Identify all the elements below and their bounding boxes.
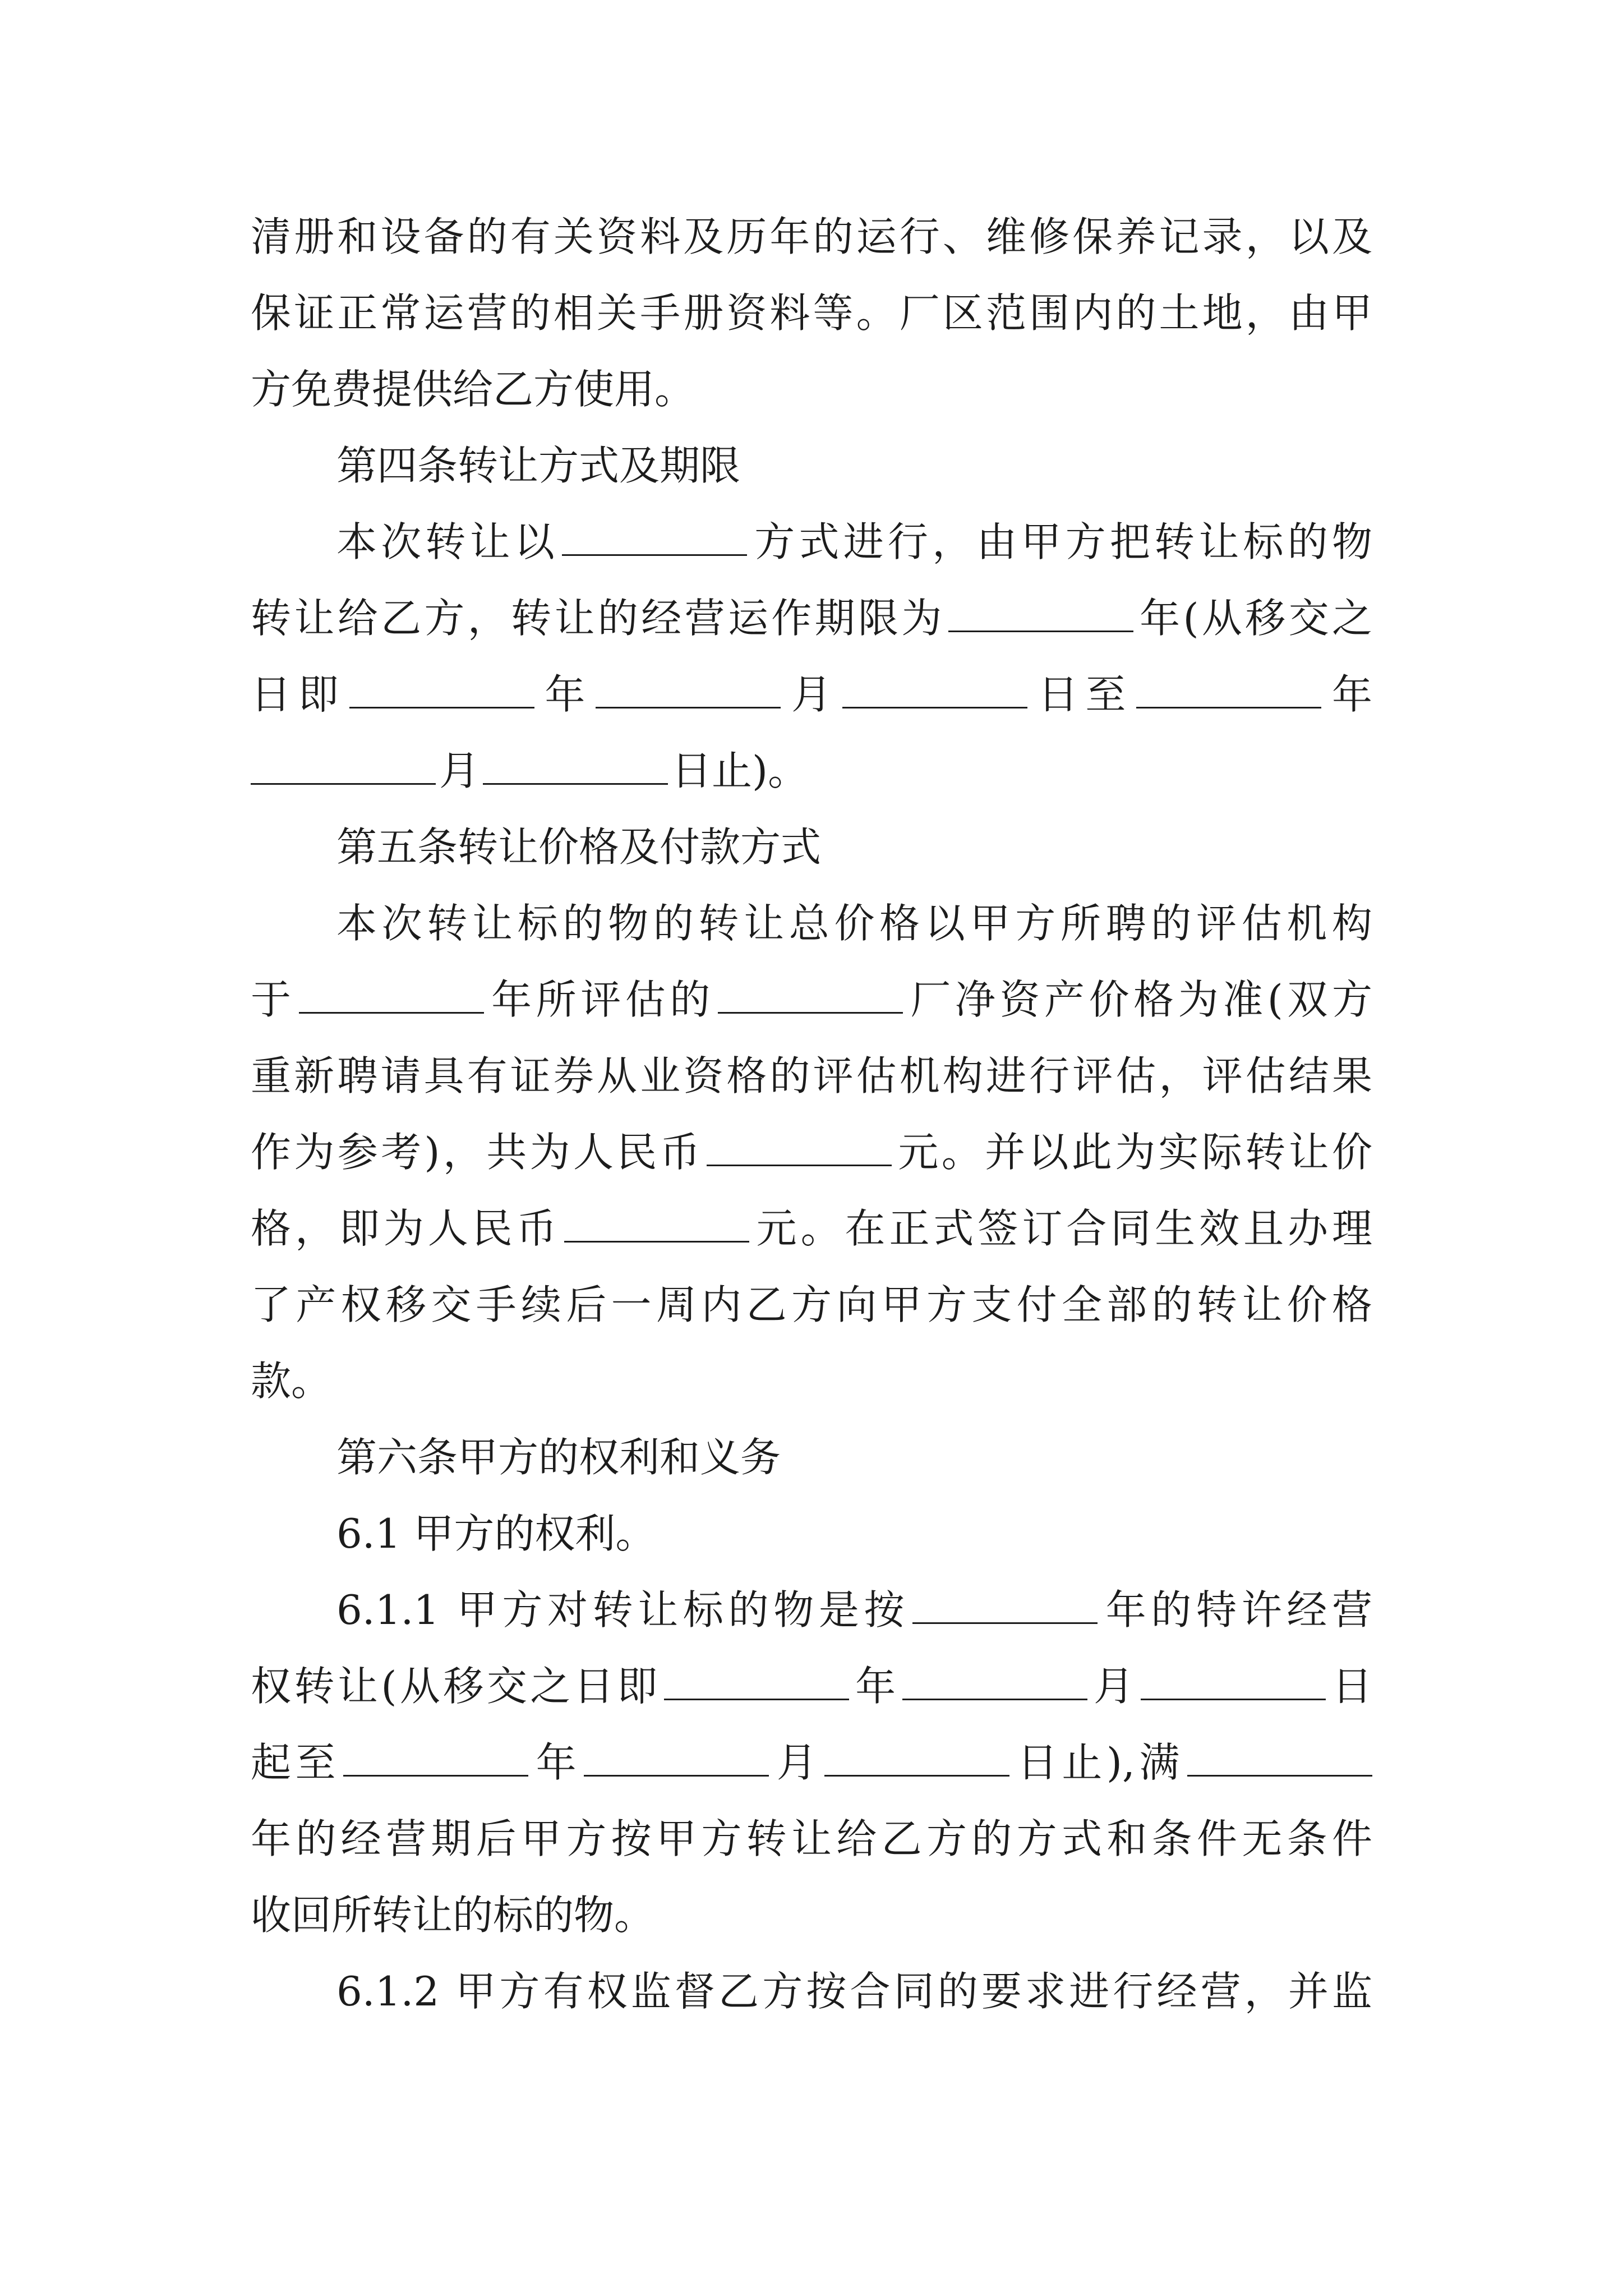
blank-field xyxy=(948,597,1133,632)
text-line: 年的经营期后甲方按甲方转让给乙方的方式和条件无条件 xyxy=(251,1815,1372,1862)
text-line: 本次转让以 方式进行，由甲方把转让标的物 xyxy=(336,518,1372,565)
text-line: 了产权移交手续后一周内乙方向甲方支付全部的转让价格 xyxy=(251,1281,1372,1328)
blank-field xyxy=(299,978,484,1014)
blank-field xyxy=(251,749,436,785)
text-line: 格，即为人民币 元。在正式签订合同生效且办理 xyxy=(251,1205,1372,1252)
blank-field xyxy=(349,673,534,708)
blank-field xyxy=(902,1665,1087,1700)
text-line: 转让给乙方，转让的经营运作期限为 年(从移交之 xyxy=(251,595,1372,642)
text-line: 权转让(从移交之日即 年 月 日 xyxy=(251,1663,1372,1710)
text-line: 作为参考)，共为人民币 元。并以此为实际转让价 xyxy=(251,1129,1372,1176)
text-line: 日即 年 月 日至 年 xyxy=(251,671,1372,718)
blank-field xyxy=(483,749,668,785)
blank-field xyxy=(718,978,903,1014)
subsection-heading: 6.1 甲方的权利。 xyxy=(336,1510,656,1557)
blank-field xyxy=(596,673,781,708)
blank-field xyxy=(584,1741,769,1777)
blank-field xyxy=(707,1131,892,1166)
text-line: 6.1.1 甲方对转让标的物是按 年的特许经营 xyxy=(336,1586,1372,1634)
blank-field xyxy=(1136,673,1321,708)
blank-field xyxy=(824,1741,1009,1777)
blank-field xyxy=(343,1741,528,1777)
blank-field xyxy=(1141,1665,1326,1700)
text-line: 保证正常运营的相关手册资料等。厂区范围内的土地，由甲 xyxy=(251,289,1372,337)
blank-field xyxy=(842,673,1027,708)
blank-field xyxy=(1187,1741,1372,1777)
blank-field xyxy=(562,521,747,556)
blank-field xyxy=(564,1207,749,1243)
section-heading-article-4: 第四条转让方式及期限 xyxy=(336,442,741,489)
text-line: 于 年所评估的 厂净资产价格为准(双方 xyxy=(251,976,1372,1023)
text-line: 月 日止)。 xyxy=(251,743,808,799)
text-line: 方免费提供给乙方使用。 xyxy=(251,366,695,413)
blank-field xyxy=(912,1589,1098,1624)
text-line: 6.1.2 甲方有权监督乙方按合同的要求进行经营，并监 xyxy=(336,1968,1372,2015)
text-line: 起至 年 月 日止),满 xyxy=(251,1734,1372,1791)
text-line: 重新聘请具有证券从业资格的评估机构进行评估，评估结果 xyxy=(251,1052,1372,1099)
text-line: 款。 xyxy=(251,1358,332,1405)
section-heading-article-6: 第六条甲方的权利和义务 xyxy=(336,1434,781,1481)
text-line: 本次转让标的物的转让总价格以甲方所聘的评估机构 xyxy=(336,900,1372,947)
section-heading-article-5: 第五条转让价格及付款方式 xyxy=(336,823,822,871)
blank-field xyxy=(664,1665,849,1700)
text-line: 清册和设备的有关资料及历年的运行、维修保养记录，以及 xyxy=(251,213,1372,260)
text-line: 收回所转让的标的物。 xyxy=(251,1892,655,1939)
